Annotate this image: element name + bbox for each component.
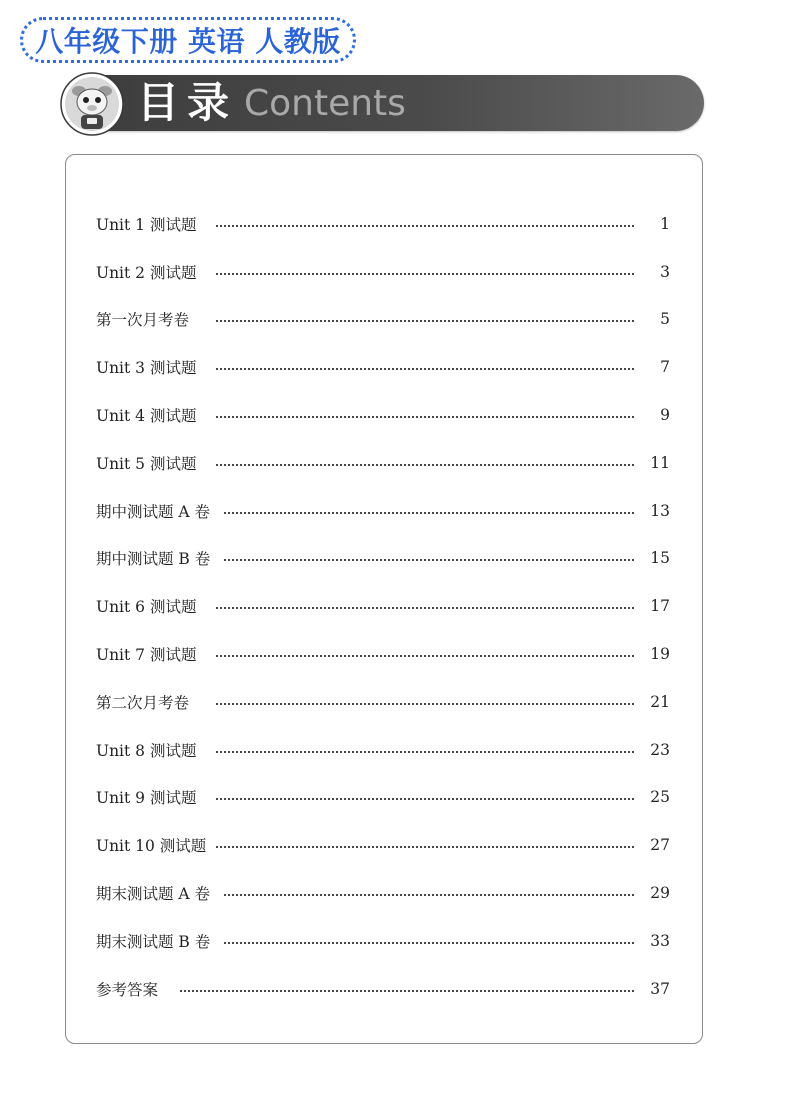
toc-entry-title: Unit 9 测试题	[96, 789, 197, 808]
toc-leader-dots	[224, 894, 634, 896]
toc-entry-title: Unit 6 测试题	[96, 598, 197, 617]
toc-entry-title: Unit 2 测试题	[96, 263, 197, 282]
toc-entry-title: Unit 3 测试题	[96, 359, 197, 378]
sheep-mascot-icon	[60, 72, 124, 136]
toc-entry-title: Unit 1 测试题	[96, 215, 197, 234]
toc-entry-title: 期末测试题 A 卷	[96, 885, 211, 904]
toc-entry-page: 29	[650, 884, 670, 903]
toc-leader-dots	[180, 990, 634, 992]
toc-leader-dots	[216, 607, 634, 609]
toc-leader-dots	[224, 512, 634, 514]
toc-leader-dots	[216, 703, 634, 705]
toc-entry[interactable]	[96, 869, 670, 917]
toc-leader-dots	[216, 320, 634, 322]
toc-entry-title: Unit 4 测试题	[96, 407, 197, 426]
toc-entry[interactable]	[96, 296, 670, 344]
table-of-contents	[96, 200, 670, 1013]
toc-entry-page: 25	[650, 788, 670, 807]
toc-entry-page: 5	[660, 310, 670, 329]
toc-entry-title: 第一次月考卷	[96, 311, 190, 330]
toc-leader-dots	[216, 368, 634, 370]
toc-entry-title: 第二次月考卷	[96, 693, 190, 712]
toc-entry[interactable]	[96, 821, 670, 869]
toc-entry-title: 参考答案	[96, 980, 159, 999]
toc-entry-title: Unit 10 测试题	[96, 837, 207, 856]
toc-entry-title: 期中测试题 B 卷	[96, 550, 211, 569]
toc-entry-title: 期末测试题 B 卷	[96, 932, 211, 951]
toc-leader-dots	[216, 225, 634, 227]
toc-entry-page: 17	[650, 597, 670, 616]
toc-leader-dots	[216, 416, 634, 418]
toc-entry-title: 期中测试题 A 卷	[96, 502, 211, 521]
toc-leader-dots	[216, 655, 634, 657]
toc-entry[interactable]	[96, 917, 670, 965]
toc-leader-dots	[224, 559, 634, 561]
toc-entry[interactable]	[96, 678, 670, 726]
toc-entry-page: 15	[650, 549, 670, 568]
toc-entry[interactable]	[96, 343, 670, 391]
toc-entry-page: 9	[660, 406, 670, 425]
toc-leader-dots	[216, 751, 634, 753]
toc-entry-page: 21	[650, 692, 670, 711]
toc-entry-title: Unit 5 测试题	[96, 454, 197, 473]
toc-entry-page: 23	[650, 740, 670, 759]
toc-leader-dots	[216, 798, 634, 800]
toc-entry[interactable]	[96, 535, 670, 583]
toc-entry-title: Unit 7 测试题	[96, 646, 197, 665]
toc-entry[interactable]	[96, 774, 670, 822]
toc-entry-page: 27	[650, 836, 670, 855]
toc-leader-dots	[216, 464, 634, 466]
toc-entry-page: 33	[650, 931, 670, 950]
page-title-english: Contents	[244, 83, 406, 124]
page-title: 目录	[137, 78, 238, 127]
toc-entry-page: 19	[650, 645, 670, 664]
toc-entry[interactable]	[96, 630, 670, 678]
toc-entry[interactable]	[96, 726, 670, 774]
toc-entry-page: 1	[660, 214, 670, 233]
toc-entry-page: 3	[660, 262, 670, 281]
toc-leader-dots	[216, 273, 634, 275]
grade-label: 八年级下册 英语 人教版	[35, 25, 341, 58]
toc-entry-title: Unit 8 测试题	[96, 741, 197, 760]
toc-entry[interactable]	[96, 391, 670, 439]
toc-entry[interactable]	[96, 248, 670, 296]
toc-entry-page: 11	[650, 453, 670, 472]
toc-entry[interactable]	[96, 965, 670, 1013]
toc-leader-dots	[224, 942, 634, 944]
toc-entry-page: 37	[650, 979, 670, 998]
toc-leader-dots	[216, 846, 634, 848]
toc-entry[interactable]	[96, 582, 670, 630]
toc-entry[interactable]	[96, 439, 670, 487]
toc-entry[interactable]	[96, 487, 670, 535]
grade-badge	[20, 17, 356, 63]
toc-entry-page: 13	[650, 501, 670, 520]
toc-entry-page: 7	[660, 358, 670, 377]
toc-entry[interactable]	[96, 200, 670, 248]
